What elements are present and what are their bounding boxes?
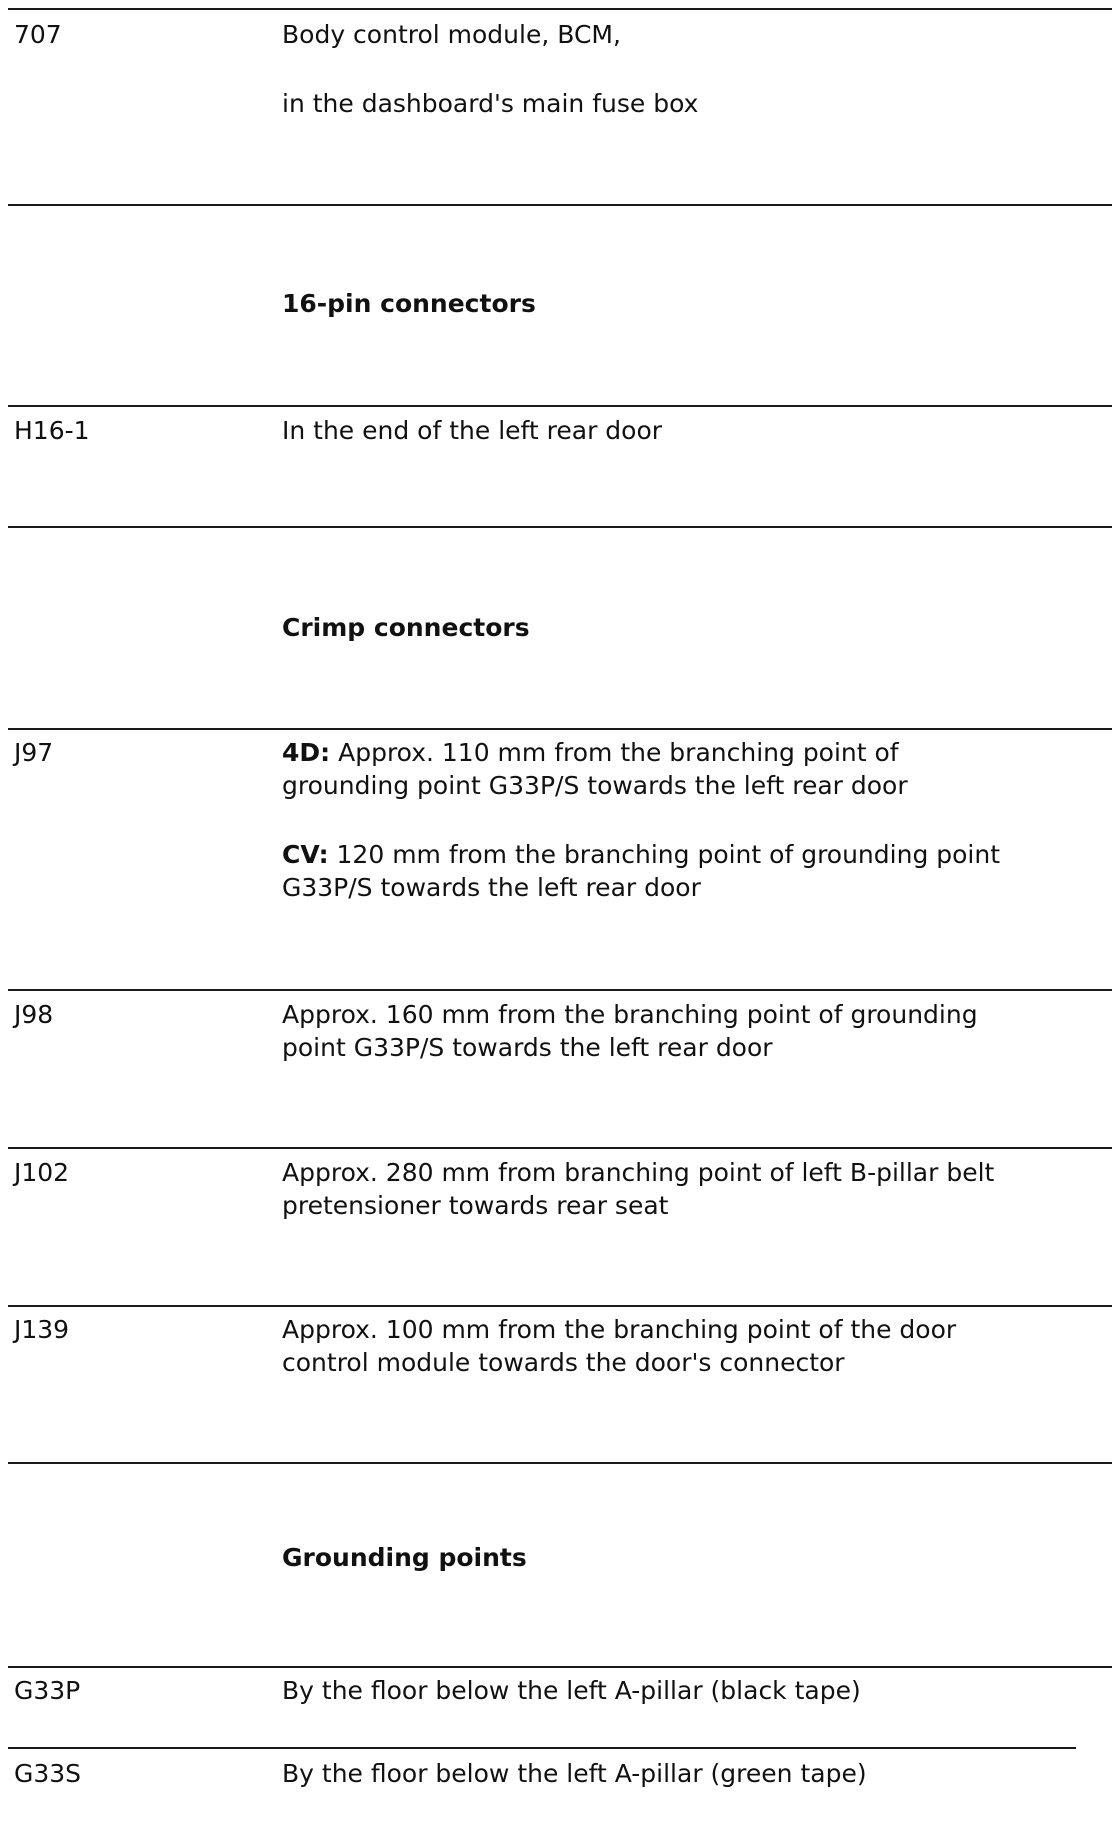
variant-label: 4D: [282, 738, 331, 767]
section-heading: Crimp connectors [282, 613, 530, 642]
row-code: J139 [14, 1315, 70, 1344]
divider [8, 1747, 1076, 1749]
row-description: By the floor below the left A-pillar (green tape) [282, 1759, 867, 1788]
row-code: J102 [14, 1158, 70, 1187]
row-description: By the floor below the left A-pillar (black tape) [282, 1676, 861, 1705]
divider [8, 728, 1112, 730]
variant-label: CV: [282, 840, 329, 869]
row-code: G33P [14, 1676, 81, 1705]
divider [8, 1147, 1112, 1149]
description-line: point G33P/S towards the left rear door [282, 1033, 773, 1062]
section-heading: 16-pin connectors [282, 289, 536, 318]
row-description: In the end of the left rear door [282, 416, 663, 445]
row-code: J98 [14, 1000, 54, 1029]
description-line: Approx. 160 mm from the branching point of grounding [282, 1000, 978, 1029]
description-text: Approx. 110 mm from the branching point of [330, 738, 899, 767]
description-text: 120 mm from the branching point of grounding point [328, 840, 1001, 869]
row-code: H16-1 [14, 416, 90, 445]
row-description [282, 736, 1000, 904]
divider [8, 526, 1112, 528]
row-description [282, 18, 698, 120]
row-code: J97 [14, 738, 54, 767]
description-line: Body control module, BCM, [282, 20, 621, 49]
description-paragraph [282, 838, 1000, 904]
divider [8, 1462, 1112, 1464]
description-line: Approx. 100 mm from the branching point of the door [282, 1315, 957, 1344]
row-description [282, 998, 978, 1064]
row-description [282, 1156, 994, 1222]
divider [8, 1666, 1112, 1668]
description-line: in the dashboard's main fuse box [282, 89, 699, 118]
description-text: G33P/S towards the left rear door [282, 873, 701, 902]
divider [8, 989, 1112, 991]
description-paragraph [282, 736, 1000, 802]
row-code: 707 [14, 20, 62, 49]
divider [8, 8, 1112, 10]
divider [8, 1305, 1112, 1307]
divider [8, 204, 1112, 206]
description-text: grounding point G33P/S towards the left rear door [282, 771, 908, 800]
row-code: G33S [14, 1759, 82, 1788]
description-line: control module towards the door's connector [282, 1348, 845, 1377]
divider [8, 405, 1112, 407]
section-heading: Grounding points [282, 1543, 527, 1572]
row-description [282, 1313, 956, 1379]
description-line: Approx. 280 mm from branching point of left B-pillar belt [282, 1158, 995, 1187]
description-line: pretensioner towards rear seat [282, 1191, 669, 1220]
